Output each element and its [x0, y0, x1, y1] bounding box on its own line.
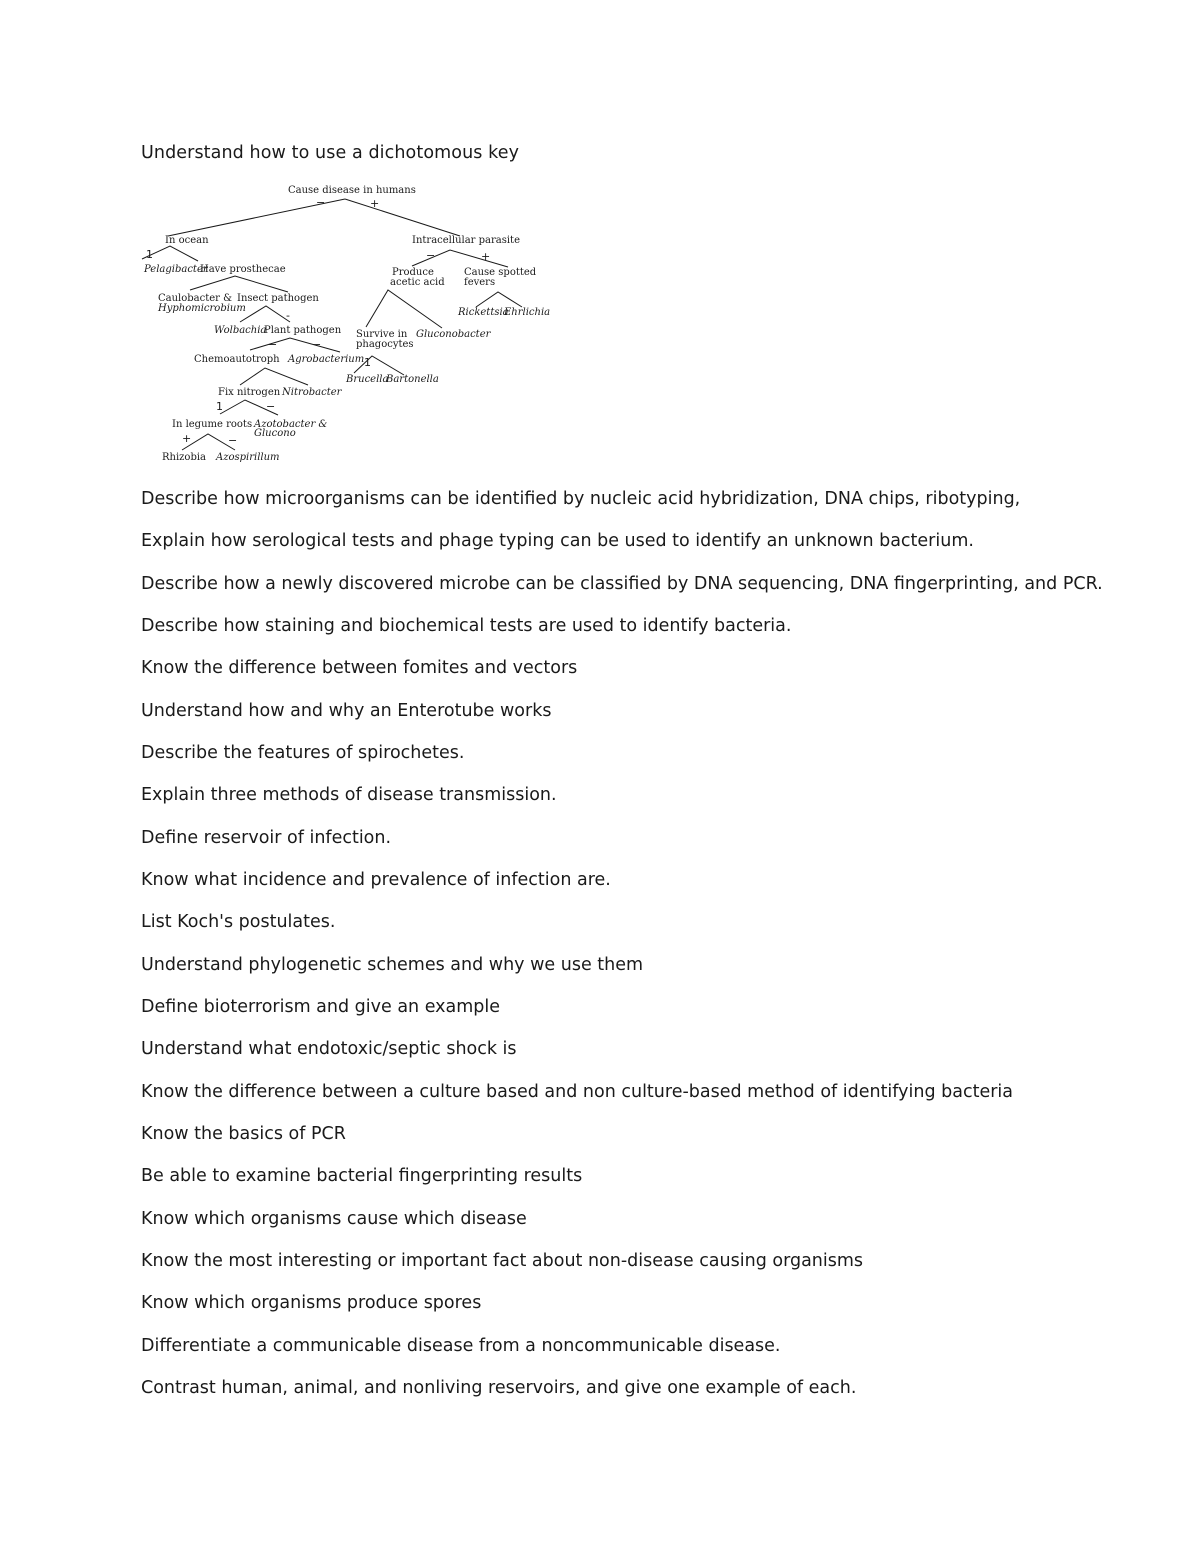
- objective-item: Contrast human, animal, and nonliving reservoirs, and give one example of each.: [141, 1377, 857, 1398]
- dichotomous-key-diagram: [140, 180, 560, 470]
- key-sign: −: [228, 434, 238, 447]
- objectives-list: [141, 488, 1103, 1419]
- key-node-caulobacter: Caulobacter &: [158, 293, 233, 304]
- key-node-gluconobacter: Gluconobacter: [416, 329, 491, 340]
- key-sign: −: [268, 338, 278, 351]
- key-node-pelagibacter: Pelagibacter: [144, 264, 208, 275]
- key-sign: +: [182, 432, 192, 445]
- key-node-in-legume-roots: In legume roots: [172, 419, 253, 430]
- objective-item: Define bioterrorism and give an example: [141, 996, 501, 1017]
- key-sign: 1: [216, 400, 223, 413]
- objective-item: List Koch's postulates.: [141, 912, 336, 933]
- objective-item: Know which organisms produce spores: [141, 1293, 482, 1314]
- objective-item: Know the difference between a culture based and non culture-based method of identifying bacteria: [141, 1081, 1013, 1102]
- objective-item: Explain how serological tests and phage typing can be used to identify an unknown bacterium.: [141, 531, 974, 552]
- key-sign: +: [481, 250, 491, 263]
- key-node-have-prosthecae: Have prosthecae: [200, 264, 286, 275]
- key-sign: −: [312, 338, 322, 351]
- key-node-insect-pathogen: Insect pathogen: [237, 293, 319, 304]
- objective-item: Know which organisms cause which disease: [141, 1208, 527, 1229]
- objective-item: Describe the features of spirochetes.: [141, 742, 465, 763]
- key-root: Cause disease in humans: [288, 185, 416, 196]
- page-heading: Understand how to use a dichotomous key: [141, 143, 520, 163]
- key-node-wolbachia: Wolbachia: [214, 325, 267, 336]
- key-node-survive: phagocytes: [356, 339, 414, 350]
- key-node-azospirillum: Azospirillum: [216, 452, 280, 463]
- key-node-ehrlichia: Ehrlichia: [504, 307, 551, 318]
- key-sign: +: [370, 197, 380, 210]
- key-node-nonhuman: In ocean: [165, 235, 209, 246]
- objective-item: Understand how and why an Enterotube works: [141, 700, 552, 721]
- key-node-survive: Survive in: [356, 329, 408, 340]
- objective-item: Know the most interesting or important fact about non-disease causing organisms: [141, 1250, 864, 1271]
- objective-item: Describe how staining and biochemical tests are used to identify bacteria.: [141, 615, 792, 636]
- key-sign: 1: [146, 248, 153, 261]
- key-node-caulobacter: Hyphomicrobium: [158, 303, 246, 314]
- key-node-agrobacterium: Agrobacterium: [288, 354, 365, 365]
- objective-item: Describe how a newly discovered microbe can be classified by DNA sequencing, DNA fingerprinting, and PCR.: [141, 573, 1103, 594]
- key-node-bartonella: Bartonella: [386, 374, 439, 385]
- key-sign: −: [266, 400, 276, 413]
- key-node-chemoautotroph: Chemoautotroph: [194, 354, 280, 365]
- key-node-plant-pathogen: Plant pathogen: [264, 325, 342, 336]
- key-node-cause-spotted: Cause spotted: [464, 267, 537, 278]
- objective-item: Know the basics of PCR: [141, 1123, 346, 1144]
- key-node-produce-acetic: acetic acid: [390, 277, 445, 288]
- key-node-intracellular: Intracellular parasite: [412, 235, 520, 246]
- objective-item: Differentiate a communicable disease from a noncommunicable disease.: [141, 1335, 781, 1356]
- objective-item: Describe how microorganisms can be identified by nucleic acid hybridization, DNA chips, ribotyping,: [141, 489, 1021, 509]
- key-node-nitrobacter: Nitrobacter: [282, 387, 342, 398]
- key-node-cause-spotted: fevers: [464, 277, 496, 288]
- key-node-rhizobia: Rhizobia: [162, 452, 207, 463]
- key-sign: -: [286, 309, 290, 322]
- key-node-rickettsia: Rickettsia: [458, 307, 509, 318]
- key-node-azotobacter: Glucono: [254, 428, 296, 439]
- key-node-azotobacter: Azotobacter &: [254, 419, 328, 430]
- objective-item: Understand phylogenetic schemes and why we use them: [141, 954, 644, 975]
- key-sign: −: [426, 249, 436, 262]
- objective-item: Know what incidence and prevalence of infection are.: [141, 869, 611, 890]
- key-node-produce-acetic: Produce: [392, 267, 434, 278]
- objective-item: Be able to examine bacterial fingerprinting results: [141, 1166, 583, 1187]
- key-sign: 1: [364, 356, 371, 369]
- key-sign: −: [316, 196, 326, 209]
- key-node-fix-nitrogen: Fix nitrogen: [218, 387, 281, 398]
- objective-item: Define reservoir of infection.: [141, 827, 392, 848]
- objective-item: Explain three methods of disease transmission.: [141, 785, 557, 806]
- key-node-brucella: Brucella: [346, 374, 389, 385]
- objective-item: Know the difference between fomites and vectors: [141, 658, 578, 679]
- objective-item: Understand what endotoxic/septic shock is: [141, 1039, 517, 1060]
